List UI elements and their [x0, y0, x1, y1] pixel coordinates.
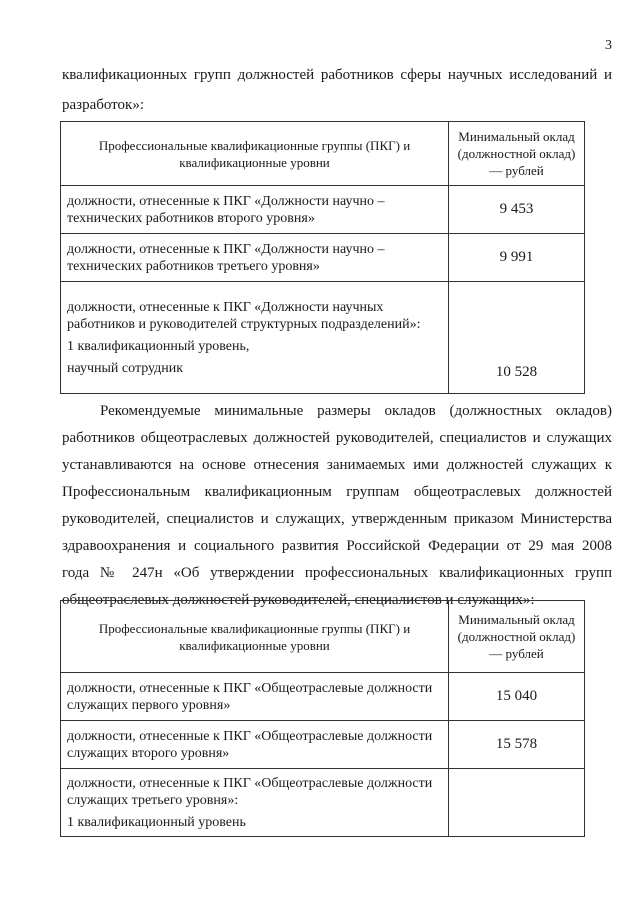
- table-row: [61, 282, 585, 394]
- row-value: 10 528: [449, 282, 585, 394]
- table-header-groups: Профессиональные квалификационные группы (ПКГ) и квалификационные уровни: [61, 122, 449, 186]
- paragraph-line: Профессиональным квалификационным группам общеотраслевых должностей: [62, 484, 612, 500]
- table-header-salary: Минимальный оклад (должностной оклад) — рублей: [449, 601, 585, 673]
- salary-table-general: [60, 600, 585, 837]
- row-name: должности, отнесенные к ПКГ «Общеотраслевые должности служащих третьего уровня»:: [67, 775, 433, 808]
- table-row: [61, 769, 585, 837]
- paragraph-line: руководителей, специалистов и служащих, утвержденным приказом Министерства: [62, 511, 612, 527]
- row-name: должности, отнесенные к ПКГ «Общеотраслевые должности служащих второго уровня»: [61, 721, 449, 769]
- table-row: [61, 234, 585, 282]
- row-value: [449, 769, 585, 837]
- paragraph-line: Рекомендуемые минимальные размеры окладов (должностных окладов): [100, 403, 612, 419]
- page-number: 3: [605, 38, 612, 53]
- intro-text: [62, 60, 612, 120]
- paragraph-line: года № 247н «Об утверждении профессиональных квалификационных групп: [62, 565, 612, 581]
- paragraph-line: общеотраслевых должностей руководителей, специалистов и служащих»:: [62, 592, 535, 608]
- table-row: [61, 721, 585, 769]
- row-name: должности, отнесенные к ПКГ «Должности научно – технических работников второго уровня»: [61, 186, 449, 234]
- table-header-groups: Профессиональные квалификационные группы (ПКГ) и квалификационные уровни: [61, 601, 449, 673]
- row-name: должности, отнесенные к ПКГ «Должности научных работников и руководителей структурных подразделений»:: [67, 299, 421, 332]
- table-row: [61, 673, 585, 721]
- salary-table-scientific: [60, 121, 585, 394]
- row-sublevel: 1 квалификационный уровень,: [67, 338, 250, 354]
- paragraph-line: здравоохранения и социального развития Российской Федерации от 29 мая 2008: [62, 538, 612, 554]
- paragraph-line: устанавливаются на основе отнесения занимаемых ими должностей служащих к: [62, 457, 612, 473]
- intro-line: квалификационных групп должностей работников сферы научных исследований и: [62, 67, 612, 83]
- row-value: 9 991: [449, 234, 585, 282]
- row-value: 9 453: [449, 186, 585, 234]
- paragraph-line: работников общеотраслевых должностей руководителей, специалистов и служащих: [62, 430, 612, 446]
- row-value: 15 578: [449, 721, 585, 769]
- table-header-salary: Минимальный оклад (должностной оклад) — рублей: [449, 122, 585, 186]
- row-sublevel: 1 квалификационный уровень: [67, 814, 246, 830]
- row-name: должности, отнесенные к ПКГ «Должности научно – технических работников третьего уровня»: [61, 234, 449, 282]
- row-name: должности, отнесенные к ПКГ «Общеотраслевые должности служащих первого уровня»: [61, 673, 449, 721]
- intro-line: разработок»:: [62, 97, 144, 113]
- row-name-cell: [61, 769, 449, 837]
- row-subtitle: научный сотрудник: [67, 360, 184, 376]
- table-row: [61, 186, 585, 234]
- row-name-cell: [61, 282, 449, 394]
- body-paragraph: [62, 398, 612, 614]
- row-value: 15 040: [449, 673, 585, 721]
